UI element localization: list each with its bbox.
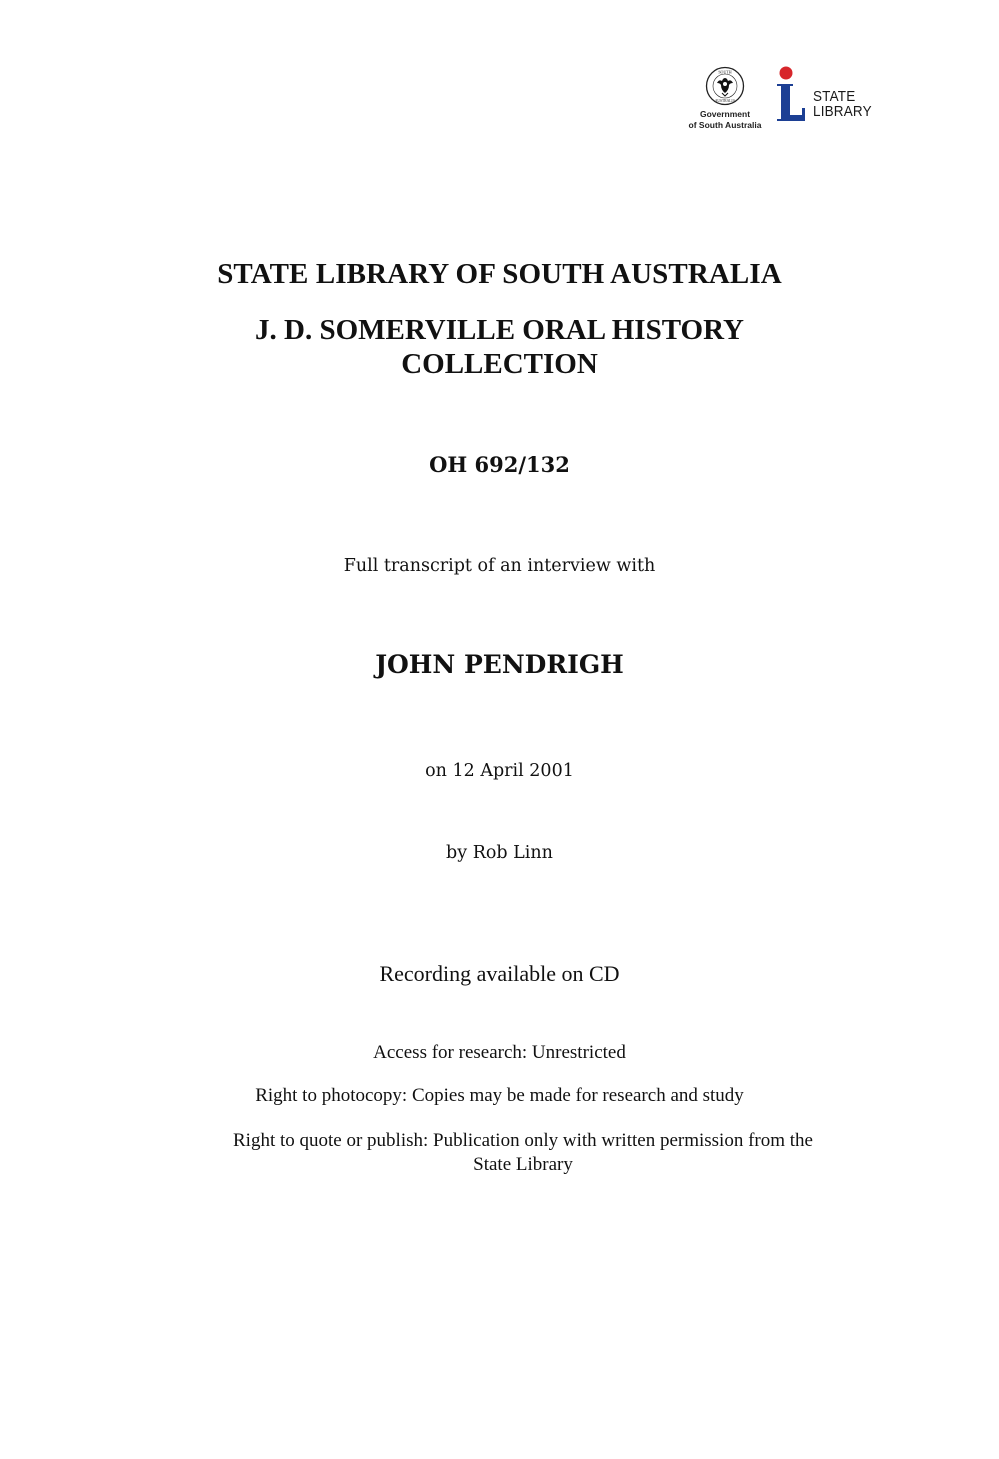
recording-availability: Recording available on CD: [379, 961, 620, 986]
svg-text:AUSTRALIA: AUSTRALIA: [714, 99, 736, 103]
intro-text: Full transcript of an interview with: [343, 556, 656, 576]
south-australia-emblem-icon: [705, 66, 745, 106]
government-logo-line2: of South Australia: [688, 120, 762, 130]
government-logo-line1: Government: [699, 109, 751, 119]
interview-date: on 12 April 2001: [425, 761, 574, 781]
interviewer-name: by Rob Linn: [446, 843, 553, 863]
state-library-line2: LIBRARY: [813, 103, 872, 120]
quote-publish-line1: Right to quote or publish: Publication only with written permission from the: [233, 1130, 813, 1151]
photocopy-statement: Right to photocopy: Copies may be made for research and study: [255, 1085, 744, 1106]
state-library-wordmark: [813, 89, 872, 119]
interviewee-name: JOHN PENDRIGH: [375, 650, 624, 679]
state-library-line1: STATE: [813, 88, 856, 105]
collection-heading: [0, 313, 999, 381]
access-statement: Access for research: Unrestricted: [373, 1042, 626, 1063]
state-library-logo: [775, 64, 885, 124]
svg-text:SOUTH: SOUTH: [718, 69, 732, 75]
collection-heading-line1: J. D. SOMERVILLE ORAL HISTORY: [255, 314, 744, 346]
state-library-i-icon: [775, 66, 807, 122]
identifier-heading: OH 692/132: [429, 452, 570, 477]
collection-heading-line2: COLLECTION: [401, 348, 598, 380]
organisation-heading: STATE LIBRARY OF SOUTH AUSTRALIA: [217, 258, 782, 290]
quote-publish-line2: State Library: [473, 1154, 573, 1175]
quote-publish-statement: [170, 1129, 876, 1177]
government-logo-text: [683, 109, 767, 131]
header-logos: [683, 64, 883, 136]
government-of-south-australia-logo: [683, 64, 767, 136]
